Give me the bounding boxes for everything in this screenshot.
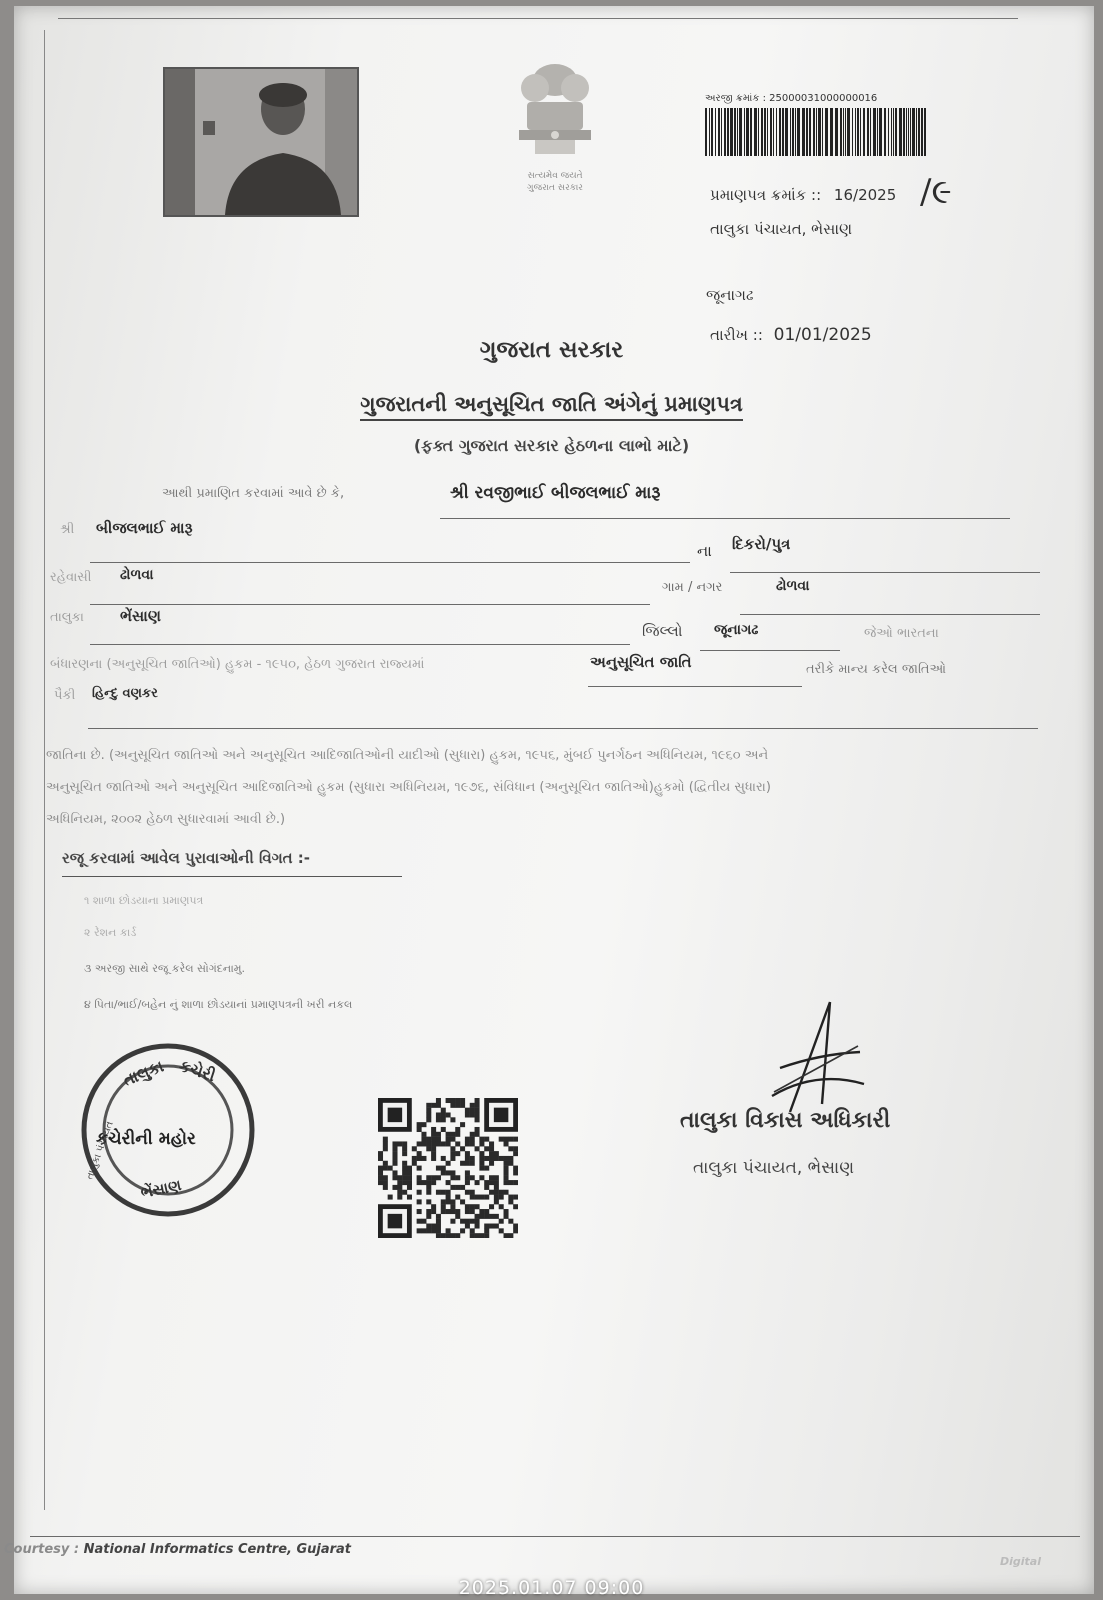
barcode-bar xyxy=(715,108,716,156)
barcode-bar xyxy=(761,108,763,156)
barcode-bar xyxy=(718,108,720,156)
barcode-bar xyxy=(705,108,707,156)
barcode-bar xyxy=(734,108,736,156)
barcode-bar xyxy=(754,108,757,156)
footer-prefix: Courtesy : xyxy=(4,1542,80,1557)
taluka-line xyxy=(90,644,630,645)
barcode-bar xyxy=(918,108,920,156)
certificate-subtitle: (ફક્ત ગુજરાત સરકાર હેઠળના લાભો માટે) xyxy=(413,436,690,455)
district-field-label: જિલ્લો xyxy=(642,622,683,640)
barcode-bar xyxy=(870,108,871,156)
barcode-bar xyxy=(724,108,726,156)
office-seal-icon xyxy=(78,1040,258,1220)
barcode-bar xyxy=(877,108,878,156)
father-name-line xyxy=(90,562,690,563)
emblem-government: ગુજરાત સરકાર xyxy=(527,183,583,193)
document-item: ૧ શાળા છોડયાના પ્રમાણપત્ર xyxy=(84,894,204,907)
recognized-text: તરીકે માન્ય કરેલ જાતિઓ xyxy=(806,662,947,677)
relation-prefix: ના xyxy=(697,542,712,560)
certificate-title-text: ગુજરાતની અનુસૂચિત જાતિ અંગેનું પ્રમાણપત્ર xyxy=(360,392,743,421)
camera-timestamp: 2025.01.07 09:00 xyxy=(458,1577,645,1599)
barcode-bar xyxy=(802,108,805,156)
category-line xyxy=(588,686,802,687)
barcode-bar xyxy=(818,108,821,156)
barcode-bar xyxy=(855,108,856,156)
barcode-bar xyxy=(816,108,817,156)
footer-text: National Informatics Centre, Gujarat xyxy=(83,1542,352,1557)
seal-text-panchayat: તાલુકા પંચાયત xyxy=(84,1119,116,1182)
applicant-name-line xyxy=(440,518,1010,519)
caste-category: અનુસૂચિત જાતિ xyxy=(590,653,692,671)
seal-text-office: કચેરી xyxy=(176,1055,218,1086)
district-field: જૂનાગઢ xyxy=(714,622,759,638)
emblem-motto: સત્યમેવ જયતે xyxy=(527,171,583,181)
issuing-office: તાલુકા પંચાયત, ભેસાણ xyxy=(710,220,853,238)
barcode-bar xyxy=(813,108,815,156)
village-line xyxy=(740,614,1040,615)
barcode-bar xyxy=(776,108,777,156)
top-border-line xyxy=(58,18,1018,19)
certificate-number-row xyxy=(710,186,896,204)
barcode-bar xyxy=(916,108,917,156)
application-barcode xyxy=(705,108,931,156)
verification-qr-code xyxy=(378,1098,518,1238)
barcode-bar xyxy=(891,108,892,156)
signatory-title: તાલુકા વિકાસ અધિકારી xyxy=(680,1108,891,1133)
barcode-bar xyxy=(822,108,823,156)
barcode-bar xyxy=(884,108,886,156)
barcode-bar xyxy=(744,108,745,156)
barcode-bar xyxy=(899,108,902,156)
barcode-bar xyxy=(809,108,811,156)
resident-label: રહેવાસી xyxy=(50,570,92,585)
document-item: ૨ રેશન કાર્ડ xyxy=(84,926,137,939)
caste-prefix: પૈકી xyxy=(54,688,76,703)
barcode-bar xyxy=(830,108,833,156)
barcode-bar xyxy=(893,108,894,156)
certificate-number: 16/2025 xyxy=(833,186,897,204)
documents-title-underline xyxy=(62,876,402,877)
certificate-title xyxy=(0,392,1103,417)
applicant-name: શ્રી રવજીભાઈ બીજલભાઈ મારૂ xyxy=(450,483,661,503)
applicant-photo xyxy=(163,67,359,217)
barcode-bar xyxy=(847,108,850,156)
document-item: ૩ અરજી સાથે રજૂ કરેલ સોગંદનામુ. xyxy=(84,962,246,975)
barcode-bar xyxy=(782,108,784,156)
barcode-bar xyxy=(746,108,749,156)
barcode-bar xyxy=(910,108,911,156)
relation-line xyxy=(730,572,1040,573)
footer-courtesy xyxy=(4,1542,351,1557)
emblem-caption xyxy=(490,170,620,194)
taluka: ભેંસાણ xyxy=(120,607,161,625)
barcode-bar xyxy=(737,108,738,156)
barcode-bar xyxy=(903,108,905,156)
barcode-bar xyxy=(879,108,882,156)
barcode-bar xyxy=(750,108,752,156)
barcode-bar xyxy=(867,108,869,156)
barcode-bar xyxy=(785,108,788,156)
barcode-bar xyxy=(709,108,710,156)
seal-text-taluka: તાલુકા xyxy=(120,1056,167,1090)
date-label: તારીખ :: xyxy=(710,326,763,344)
barcode-bar xyxy=(863,108,865,156)
barcode-bar xyxy=(835,108,838,156)
barcode-bar xyxy=(906,108,907,156)
barcode-bar xyxy=(773,108,774,156)
barcode-bar xyxy=(860,108,861,156)
barcode-bar xyxy=(873,108,876,156)
certificate-number-label: પ્રમાણપત્ર ક્રમાંક :: xyxy=(710,186,822,204)
caste-name: હિન્દુ વણકર xyxy=(92,686,158,701)
father-prefix: શ્રી xyxy=(60,522,75,537)
caste-line xyxy=(88,728,1038,729)
government-heading: ગુજરાત સરકાર xyxy=(479,337,624,363)
barcode-bar xyxy=(825,108,828,156)
barcode-bar xyxy=(721,108,722,156)
barcode-bar xyxy=(845,108,846,156)
barcode-bar xyxy=(739,108,742,156)
legal-text-line: અધિનિયમ, ૨૦૦૨ હેઠળ સુધારવામાં આવી છે.) xyxy=(46,812,286,827)
barcode-bar xyxy=(908,108,909,156)
bottom-border-line xyxy=(30,1536,1080,1537)
barcode-bar xyxy=(888,108,889,156)
barcode-bar xyxy=(843,108,844,156)
barcode-bar xyxy=(792,108,794,156)
barcode-bar xyxy=(764,108,766,156)
documents-title: રજૂ કરવામાં આવેલ પુરાવાઓની વિગત :- xyxy=(62,849,311,867)
left-border-line xyxy=(44,30,45,1510)
resident-village: ઢોળવા xyxy=(120,567,154,583)
resident-line xyxy=(90,604,650,605)
barcode-bar xyxy=(790,108,791,156)
legal-text xyxy=(46,740,1036,836)
barcode-bar xyxy=(797,108,800,156)
certificate-date: 01/01/2025 xyxy=(773,325,872,345)
barcode-bar xyxy=(912,108,915,156)
who-text: જેઓ ભારતના xyxy=(864,626,939,641)
taluka-label: તાલુકા xyxy=(50,610,84,625)
father-name: બીજલભાઈ મારૂ xyxy=(96,519,193,537)
document-item: ૪ પિતા/ભાઈ/બહેન નું શાળા છોડયાનાં પ્રમાણપત્રની ખરી નકલ xyxy=(84,998,353,1011)
relation: દિકરો/પુત્ર xyxy=(732,535,791,553)
barcode-bar xyxy=(852,108,853,156)
barcode-bar xyxy=(770,108,772,156)
barcode-bar xyxy=(711,108,713,156)
signatory-office: તાલુકા પંચાયત, ભેસાણ xyxy=(693,1158,855,1178)
district-label: જૂનાગઢ xyxy=(706,286,754,304)
barcode-bar xyxy=(895,108,897,156)
footer-right: Digital xyxy=(1000,1555,1041,1568)
barcode-bar xyxy=(924,108,926,156)
certify-text: આથી પ્રમાણિત કરવામાં આવે છે કે, xyxy=(162,486,345,501)
barcode-bar xyxy=(840,108,842,156)
seal-center-text: કચેરીની મહોર xyxy=(96,1129,196,1149)
legal-text-line: અનુસૂચિત જાતિઓ અને અનુસૂચિત આદિજાતિઓ હુકમ (સુધારા અધિનિયમ, ૧૯૭૬, સંવિધાન (અનુસૂચિત જાતિઓ)હુકમો (દ્વિતીય સુધારા) xyxy=(46,780,771,795)
legal-text-line: જાતિના છે. (અનુસૂચિત જાતિઓ અને અનુસૂચિત આદિજાતિઓની યાદીઓ (સુધારા) હુકમ, ૧૯૫૬, મુંબઈ પુનર્ગઠન અધિનિયમ, ૧૯૬૦ અને xyxy=(46,748,769,763)
barcode-bar xyxy=(758,108,759,156)
barcode-bar xyxy=(921,108,923,156)
barcode-bar xyxy=(767,108,768,156)
district-line xyxy=(700,650,840,651)
barcode-bar xyxy=(779,108,781,156)
barcode-bar xyxy=(806,108,808,156)
constitution-text: બંધારણના (અનુસૂચિત જાતિઓ) હુકમ - ૧૯૫૦, હેઠળ ગુજરાત રાજ્યમાં xyxy=(50,657,425,672)
barcode-bar xyxy=(730,108,733,156)
person-silhouette-icon xyxy=(165,69,357,215)
barcode-bar xyxy=(857,108,859,156)
village-label: ગામ / નગર xyxy=(662,580,723,595)
application-number: અરજી ક્રમાંક : 25000031000000016 xyxy=(705,93,878,104)
barcode-bar xyxy=(795,108,796,156)
barcode-block xyxy=(705,93,955,156)
seal-text-bottom: ભેંસાણ xyxy=(139,1175,183,1202)
barcode-bar xyxy=(727,108,729,156)
village: ઢોળવા xyxy=(776,578,810,594)
handwritten-mark: /૯ xyxy=(920,172,952,212)
signature-icon xyxy=(760,1000,880,1120)
